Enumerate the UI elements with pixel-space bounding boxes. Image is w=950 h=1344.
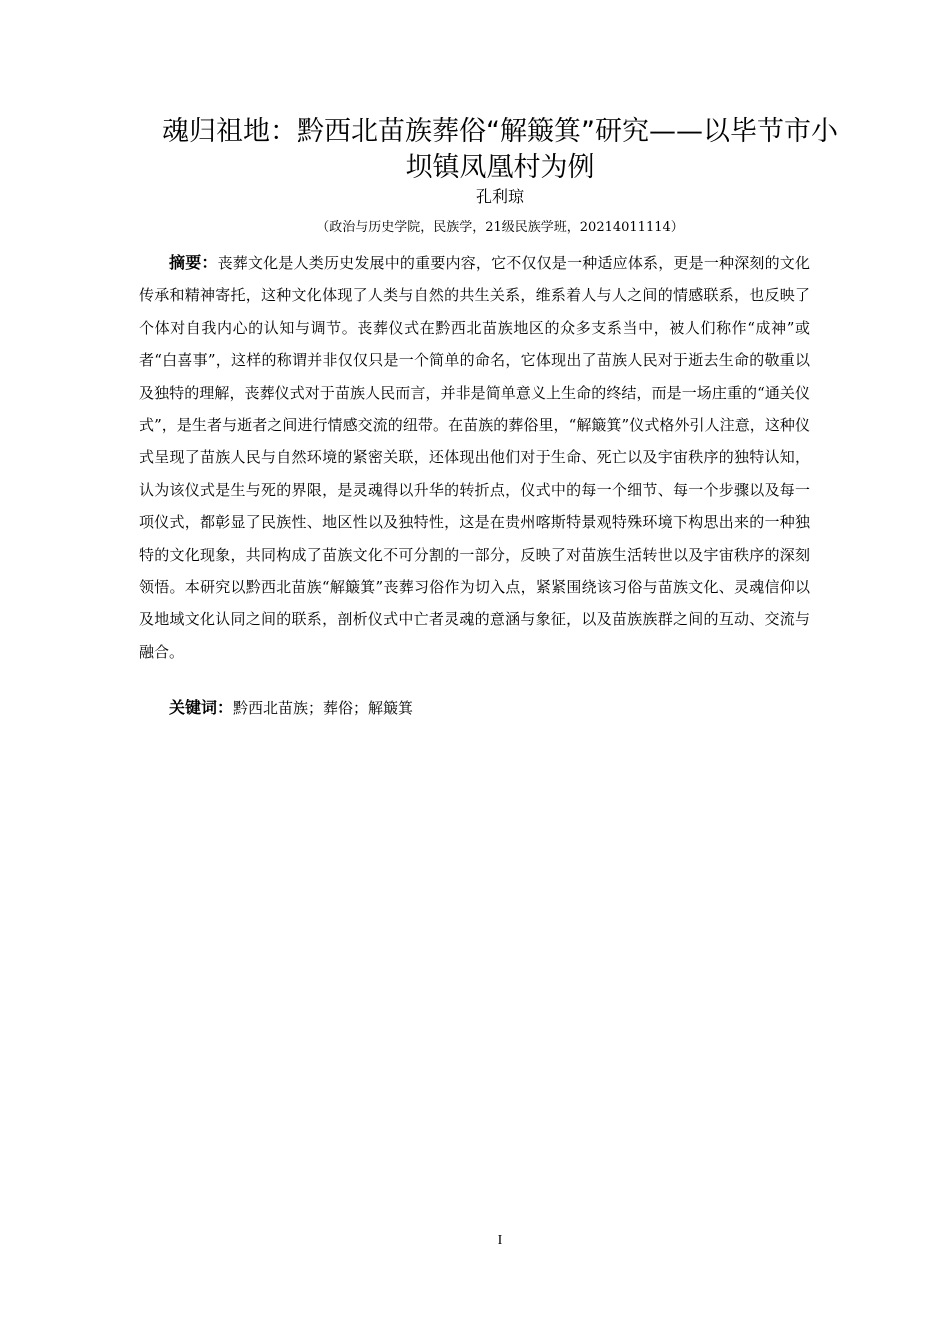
keywords-text: 黔西北苗族；葬俗；解簸箕 (233, 699, 414, 717)
keywords-label: 关键词： (169, 698, 234, 717)
author-affiliation: （政治与历史学院，民族学，21级民族学班，20214011114） (316, 220, 684, 235)
keywords-line (169, 694, 809, 722)
page-number: I (497, 1233, 503, 1248)
author-name: 孔利琼 (475, 187, 524, 206)
abstract-label: 摘要： (169, 253, 218, 272)
abstract-text: 丧葬文化是人类历史发展中的重要内容，它不仅仅是一种适应体系，更是一种深刻的文化传承和精神寄托，这种文化体现了人类与自然的共生关系，维系着人与人之间的情感联系，也反映了个体对自我内心的认知与调节。丧葬仪式在黔西北苗族地区的众多支系当中，被人们称作“成神”或者“白喜事”，这样的称谓并非仅仅只是一个简单的命名，它体现出了苗族人民对于逝去生命的敬重以及独特的理解，丧葬仪式对于苗族人民而言，并非是简单意义上生命的终结，而是一场庄重的“通关仪式”，是生者与逝者之间进行情感交流的纽带。在苗族的葬俗里，“解簸箕”仪式格外引人注意，这种仪式呈现了苗族人民与自然环境的紧密关联，还体现出他们对于生命、死亡以及宇宙秩序的独特认知，认为该仪式是生与死的界限，是灵魂得以升华的转折点，仪式中的每一个细节、每一个步骤以及每一项仪式，都彰显了民族性、地区性以及独特性，这是在贵州喀斯特景观特殊环境下构思出来的一种独特的文化现象，共同构成了苗族文化不可分割的一部分，反映了对苗族生活转世以及宇宙秩序的深刻领悟。本研究以黔西北苗族“解簸箕”丧葬习俗作为切入点，紧紧围绕该习俗与苗族文化、灵魂信仰以及地域文化认同之间的联系，剖析仪式中亡者灵魂的意涵与象征，以及苗族族群之间的互动、交流与融合。 (139, 254, 810, 661)
abstract-paragraph (139, 247, 810, 668)
paper-title: 魂归祖地：黔西北苗族葬俗“解簸箕”研究——以毕节市小坝镇凤凰村为例 (162, 116, 838, 183)
